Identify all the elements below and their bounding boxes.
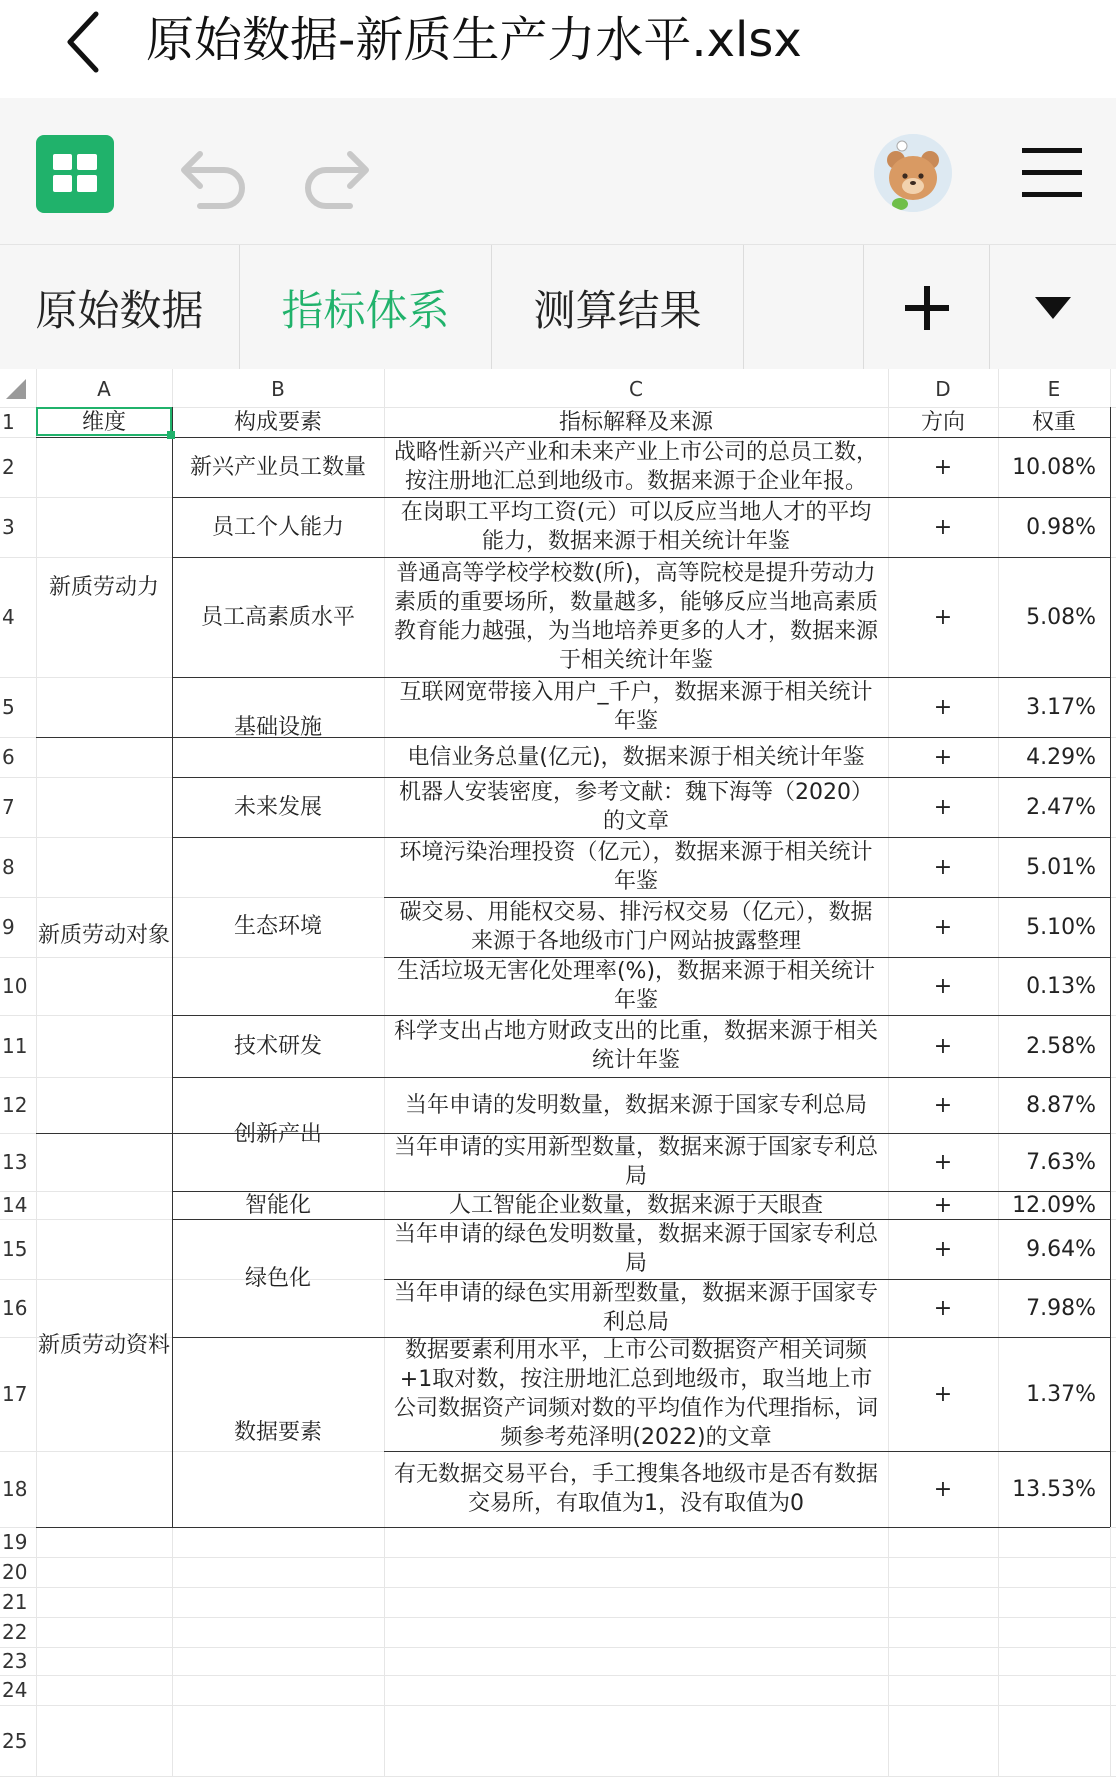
element-cell[interactable]: 智能化 [244, 1192, 311, 1218]
row-header[interactable]: 13 [2, 1150, 28, 1174]
document-title: 原始数据-新质生产力水平.xlsx [146, 12, 802, 68]
indicator-description-cell[interactable]: 有无数据交易平台，手工搜集各地级市是否有数据交易所，有取值为1，没有取值为0 [393, 1462, 878, 1516]
row-header[interactable]: 7 [2, 795, 15, 819]
weight-cell[interactable]: 0.98% [1026, 514, 1096, 540]
element-cell[interactable]: 员工个人能力 [211, 514, 344, 540]
row-header[interactable]: 20 [2, 1560, 28, 1584]
weight-cell[interactable]: 12.09% [1012, 1192, 1096, 1218]
row-header[interactable]: 18 [2, 1477, 28, 1501]
row-header[interactable]: 4 [2, 605, 15, 629]
direction-cell[interactable]: + [933, 1092, 953, 1118]
element-cell[interactable]: 技术研发 [233, 1033, 322, 1059]
gridline [36, 1527, 1110, 1528]
weight-cell[interactable]: 5.08% [1026, 604, 1096, 630]
gridline [0, 1675, 1116, 1676]
header-cell[interactable]: 方向 [920, 409, 965, 435]
indicator-description-cell[interactable]: 在岗职工平均工资(元）可以反应当地人才的平均能力，数据来源于相关统计年鉴 [400, 500, 872, 554]
menu-icon[interactable] [1018, 142, 1086, 204]
indicator-description-cell[interactable]: 生活垃圾无害化处理率(%)，数据来源于相关统计年鉴 [396, 959, 876, 1013]
tab-indicator-system[interactable]: 指标体系 [240, 245, 492, 370]
gridline [0, 1557, 1116, 1558]
direction-cell[interactable]: + [933, 1476, 953, 1502]
sheet-tabs [0, 244, 1116, 371]
gridline [172, 1219, 1110, 1220]
weight-cell[interactable]: 8.87% [1026, 1092, 1096, 1118]
gridline [384, 1451, 1110, 1452]
toolbar [0, 98, 1116, 244]
row-header[interactable]: 22 [2, 1620, 28, 1644]
weight-cell[interactable]: 7.63% [1026, 1149, 1096, 1175]
header-cell[interactable]: 维度 [81, 409, 126, 435]
indicator-description-cell[interactable]: 电信业务总量(亿元)，数据来源于相关统计年鉴 [407, 744, 865, 770]
dimension-cell[interactable]: 新质劳动对象 [37, 922, 170, 948]
element-cell[interactable]: 绿色化 [244, 1265, 311, 1291]
row-header[interactable]: 6 [2, 745, 15, 769]
plus-icon [903, 284, 951, 332]
row-header[interactable]: 1 [2, 410, 15, 434]
element-cell[interactable]: 基础设施 [233, 714, 322, 740]
weight-cell[interactable]: 1.37% [1026, 1381, 1096, 1407]
header-cell[interactable]: 构成要素 [233, 409, 322, 435]
column-header-d[interactable]: D [935, 377, 951, 401]
row-header[interactable]: 16 [2, 1296, 28, 1320]
row-header[interactable]: 21 [2, 1590, 28, 1614]
gridline [384, 957, 1110, 958]
weight-cell[interactable]: 13.53% [1012, 1476, 1096, 1502]
dimension-cell[interactable]: 新质劳动力 [48, 574, 159, 600]
back-arrow-icon[interactable] [52, 8, 122, 78]
direction-cell[interactable]: + [933, 1236, 953, 1262]
tab-calculation-results[interactable]: 测算结果 [492, 245, 744, 370]
gridline [0, 1705, 1116, 1706]
weight-cell[interactable]: 2.47% [1026, 794, 1096, 820]
direction-cell[interactable]: + [933, 604, 953, 630]
caret-down-icon [1033, 295, 1073, 321]
direction-cell[interactable]: + [933, 744, 953, 770]
gridline [172, 1337, 1110, 1338]
gridline [384, 737, 1110, 738]
indicator-description-cell[interactable]: 普通高等学校学校数(所)，高等院校是提升劳动力素质的重要场所，数量越多，能够反应当地高素质教育能力越强，为当地培养更多的人才，数据来源于相关统计年鉴 [393, 561, 878, 673]
gridline [36, 437, 1110, 438]
sheet-list-dropdown[interactable] [990, 245, 1116, 370]
gridline [172, 837, 1110, 838]
gridline [172, 497, 1110, 498]
gridline [172, 1015, 1110, 1016]
tab-strip-spacer [744, 245, 864, 370]
direction-cell[interactable]: + [933, 1192, 953, 1218]
row-header[interactable]: 15 [2, 1237, 28, 1261]
column-header-c[interactable]: C [629, 377, 643, 401]
gridline [384, 1133, 1110, 1134]
indicator-description-cell[interactable]: 人工智能企业数量，数据来源于天眼查 [448, 1192, 823, 1218]
element-cell[interactable]: 未来发展 [233, 794, 322, 820]
direction-cell[interactable]: + [933, 454, 953, 480]
weight-cell[interactable]: 9.64% [1026, 1236, 1096, 1262]
row-header[interactable]: 8 [2, 855, 15, 879]
avatar[interactable] [874, 134, 952, 212]
direction-cell[interactable]: + [933, 694, 953, 720]
redo-icon[interactable] [296, 140, 380, 210]
row-header[interactable]: 24 [2, 1678, 28, 1702]
fill-handle[interactable] [167, 431, 175, 439]
indicator-description-cell[interactable]: 当年申请的实用新型数量，数据来源于国家专利总局 [393, 1135, 878, 1189]
weight-cell[interactable]: 5.10% [1026, 914, 1096, 940]
column-header-b[interactable]: B [271, 377, 285, 401]
row-header[interactable]: 11 [2, 1034, 28, 1058]
direction-cell[interactable]: + [933, 854, 953, 880]
gridline [0, 1587, 1116, 1588]
element-cell[interactable]: 创新产出 [233, 1121, 322, 1147]
row-header[interactable]: 2 [2, 455, 15, 479]
row-header[interactable]: 14 [2, 1193, 28, 1217]
element-cell[interactable]: 数据要素 [233, 1419, 322, 1445]
add-sheet-button[interactable] [864, 245, 990, 370]
indicator-description-cell[interactable]: 机器人安装密度，参考文献：魏下海等（2020）的文章 [399, 780, 873, 834]
indicator-description-cell[interactable]: 环境污染治理投资（亿元），数据来源于相关统计年鉴 [399, 840, 873, 894]
row-header[interactable]: 3 [2, 515, 15, 539]
indicator-description-cell[interactable]: 科学支出占地方财政支出的比重，数据来源于相关统计年鉴 [393, 1019, 878, 1073]
direction-cell[interactable]: + [933, 794, 953, 820]
direction-cell[interactable]: + [933, 1295, 953, 1321]
row-header[interactable]: 9 [2, 915, 15, 939]
row-header[interactable]: 25 [2, 1728, 28, 1753]
element-cell[interactable]: 员工高素质水平 [200, 604, 355, 630]
header-cell[interactable]: 指标解释及来源 [558, 409, 713, 435]
weight-cell[interactable]: 4.29% [1026, 744, 1096, 770]
dimension-cell[interactable]: 新质劳动资料 [37, 1332, 170, 1358]
weight-cell[interactable]: 0.13% [1026, 973, 1096, 999]
gridline [172, 557, 1110, 558]
gridline [384, 897, 1110, 898]
sheet-grid-icon[interactable] [36, 135, 114, 213]
element-cell[interactable]: 新兴产业员工数量 [189, 454, 366, 480]
direction-cell[interactable]: + [933, 1149, 953, 1175]
gridline [384, 1279, 1110, 1280]
column-header-a[interactable]: A [97, 377, 111, 401]
direction-cell[interactable]: + [933, 1033, 953, 1059]
indicator-description-cell[interactable]: 当年申请的发明数量，数据来源于国家专利总局 [404, 1092, 867, 1118]
undo-icon[interactable] [170, 140, 254, 210]
title-bar [0, 0, 1116, 99]
indicator-description-cell[interactable]: 战略性新兴产业和未来产业上市公司的总员工数，按注册地汇总到地级市。数据来源于企业年报。 [393, 440, 878, 494]
row-header[interactable]: 19 [2, 1530, 28, 1554]
tab-original-data[interactable]: 原始数据 [0, 245, 240, 370]
indicator-description-cell[interactable]: 碳交易、用能权交易、排污权交易（亿元），数据来源于各地级市门户网站披露整理 [399, 900, 873, 954]
weight-cell[interactable]: 7.98% [1026, 1295, 1096, 1321]
weight-cell[interactable]: 2.58% [1026, 1033, 1096, 1059]
gridline [1110, 407, 1111, 1527]
row-header[interactable]: 17 [2, 1382, 28, 1406]
indicator-description-cell[interactable]: 数据要素利用水平，上市公司数据资产相关词频+1取对数，按注册地汇总到地级市，取当地上市公司数据资产词频对数的平均值作为代理指标，词频参考苑泽明(2022)的文章 [393, 1338, 878, 1450]
direction-cell[interactable]: + [933, 973, 953, 999]
row-header[interactable]: 5 [2, 695, 15, 719]
select-all-corner[interactable] [0, 369, 36, 405]
weight-cell[interactable]: 3.17% [1026, 694, 1096, 720]
column-header-e[interactable]: E [1047, 377, 1061, 401]
gridline [0, 1617, 1116, 1618]
gridline [172, 677, 1110, 678]
row-header[interactable]: 12 [2, 1093, 28, 1117]
header-cell[interactable]: 权重 [1031, 409, 1076, 435]
weight-cell[interactable]: 10.08% [1012, 454, 1096, 480]
gridline [172, 1077, 1110, 1078]
direction-cell[interactable]: + [933, 514, 953, 540]
gridline [172, 407, 173, 1527]
indicator-description-cell[interactable]: 当年申请的绿色发明数量，数据来源于国家专利总局 [393, 1222, 878, 1276]
spreadsheet-grid[interactable] [0, 369, 1116, 1776]
element-cell[interactable]: 生态环境 [233, 913, 322, 939]
indicator-description-cell[interactable]: 当年申请的绿色实用新型数量，数据来源于国家专利总局 [393, 1281, 878, 1335]
gridline [172, 777, 1110, 778]
weight-cell[interactable]: 5.01% [1026, 854, 1096, 880]
indicator-description-cell[interactable]: 互联网宽带接入用户_千户，数据来源于相关统计年鉴 [399, 680, 873, 734]
gridline [0, 1647, 1116, 1648]
direction-cell[interactable]: + [933, 914, 953, 940]
row-header[interactable]: 10 [2, 974, 28, 998]
row-header[interactable]: 23 [2, 1649, 28, 1673]
gridline [172, 1191, 1110, 1192]
direction-cell[interactable]: + [933, 1381, 953, 1407]
